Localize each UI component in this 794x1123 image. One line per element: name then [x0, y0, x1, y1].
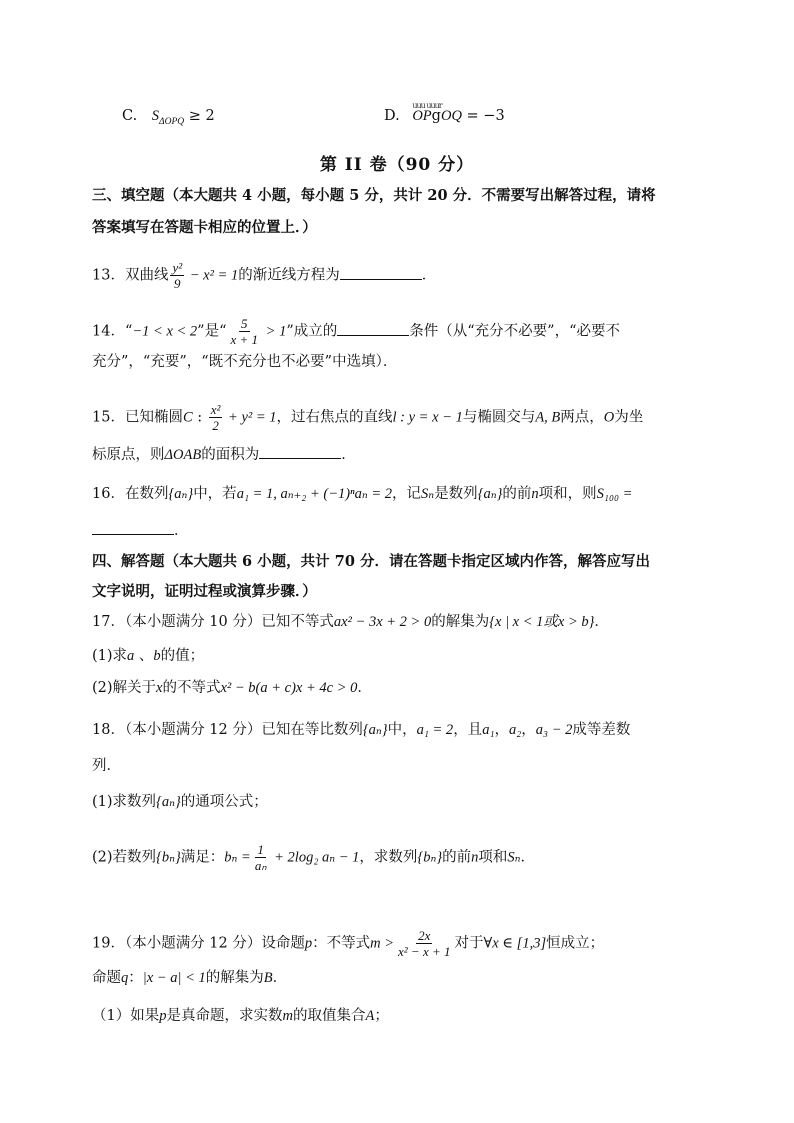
question-18: [92, 720, 630, 740]
question-19-part1: [92, 1006, 389, 1026]
q19-frac-den: x² − x + 1: [398, 944, 451, 959]
q14-fraction: [229, 316, 261, 347]
q18-a3: a₃ − 2: [535, 722, 573, 738]
q15-o: O: [603, 409, 615, 426]
q17-p1-end: 的值；: [160, 648, 205, 664]
option-d-expr2: OQ: [440, 108, 462, 124]
q17-set: {x | x < 1或x > b}: [489, 614, 595, 630]
q15-num: 15．已知椭圆: [92, 409, 183, 426]
q18-p1-seq: {aₙ}: [156, 794, 181, 810]
q15-colon: :: [192, 409, 207, 426]
question-15: [92, 402, 643, 433]
q19-p1-m: m: [282, 1008, 293, 1024]
q16-t4: 的前: [502, 486, 532, 502]
option-d-rest: = −3: [461, 108, 505, 124]
section3-text: 三、填空题（本大题共 4 小题，每小题 5 分，共计 20 分．不需要写出解答过程，请将: [92, 187, 656, 204]
question-16-cont: [92, 520, 189, 541]
q13-end: ．: [421, 267, 437, 284]
q14-frac-num: 5: [241, 316, 248, 331]
q14-cont: 充分”，“充要”，“既不充分也不必要”中选填）．: [92, 354, 398, 370]
option-d-expr: OP: [412, 108, 432, 124]
q17-p1-a: a: [127, 648, 135, 664]
q17-p1-sep: 、: [134, 648, 154, 664]
section4-cont-text: 文字说明，证明过程或演算步骤．）: [92, 583, 317, 600]
q18-t2: ，且: [453, 722, 483, 738]
question-13: [92, 260, 436, 291]
q18-p2-expr: + 2log₂ aₙ − 1: [270, 849, 360, 866]
q18-t3: 成等差数: [572, 722, 631, 738]
q19-abs: |x − a| < 1: [142, 970, 206, 986]
q15-t3: 两点，: [560, 409, 604, 426]
q18-p2-e: 项和: [478, 849, 508, 866]
q18-p2-b: 满足：: [180, 849, 225, 866]
q19-p1-end: ；: [374, 1008, 389, 1024]
section4-cont: [92, 582, 317, 602]
option-d: [384, 101, 505, 126]
q13-fraction: [170, 260, 184, 291]
q16-s100: S₁₀₀ =: [596, 486, 633, 502]
q18-p2-end: ．: [520, 849, 536, 866]
q16-t3: 是数列: [434, 486, 478, 502]
q15-end: ．: [341, 447, 356, 463]
q15-t1: ，过右焦点的直线: [276, 409, 393, 426]
question-18-cont: [92, 756, 121, 776]
q19-p1-b: 是真命题，求实数: [166, 1008, 283, 1024]
q18-p2-seq2: {bₙ}: [417, 849, 443, 866]
q15-frac-num: x²: [210, 402, 221, 417]
q19-m: m >: [370, 935, 395, 952]
q14-ineq2: > 1: [262, 323, 287, 340]
q18-frac-num: 1: [257, 842, 264, 857]
q16-t2: ，记: [392, 486, 422, 502]
q16-seq: {aₙ}: [168, 486, 194, 502]
q17-p2-end: ．: [357, 680, 372, 696]
q16-s: Sₙ: [421, 486, 435, 502]
question-16: [92, 484, 632, 504]
q16-n: n: [531, 486, 539, 502]
q16-t5: 项和，则: [538, 486, 597, 502]
q17-p2-x: x: [156, 680, 163, 696]
q19-q-end: ．: [272, 970, 288, 986]
q17-p2: (2)解关于: [92, 680, 157, 696]
q19-t3: 恒成立；: [546, 935, 605, 952]
q15-t2: 与椭圆交与: [462, 409, 536, 426]
q18-sn: Sₙ: [507, 849, 521, 866]
q14-ineq: −1 < x < 2: [132, 323, 198, 340]
q18-p1-b: 的通项公式；: [180, 794, 268, 810]
option-c-expr: S: [151, 108, 160, 124]
q16-blank[interactable]: [92, 520, 174, 535]
q17-num: 17．（本小题满分 10 分）已知不等式: [92, 614, 334, 630]
q14-num: 14．“: [92, 323, 133, 340]
section3-cont-text: 答案填写在答题卡相应的位置上．）: [92, 219, 317, 236]
q15-fraction: [209, 402, 223, 433]
q19-p1: （1）如果: [92, 1008, 160, 1024]
q15-frac-den: 2: [212, 418, 219, 433]
section4-text: 四、解答题（本大题共 6 小题，共计 70 分．请在答题卡指定区域内作答，解答应写出: [92, 553, 650, 570]
q18-p2-seq: {bₙ}: [156, 849, 181, 866]
option-c-sub: ΔOPQ: [159, 116, 185, 127]
q17-ineq: ax² − 3x + 2 > 0: [333, 614, 432, 630]
q19-num: 19．（本小题满分 12 分）设命题: [92, 935, 305, 952]
q15-l: l : y = x − 1: [392, 409, 463, 426]
q17-p1-b: b: [153, 648, 161, 664]
q18-a1: a₁ = 2: [416, 722, 454, 738]
question-17-part2: [92, 678, 372, 698]
q18-t1: 中，: [387, 722, 417, 738]
question-17-part1: [92, 646, 204, 666]
option-c-label: C.: [122, 108, 138, 124]
q19-q-b: ：: [128, 970, 143, 986]
q19-a: A: [365, 1008, 375, 1024]
q19-frac-num: 2x: [418, 928, 431, 943]
q19-p1-p: p: [159, 1008, 167, 1024]
part2-title: 第 II 卷（90 分）: [319, 155, 475, 175]
q19-q-a: 命题: [92, 970, 121, 986]
q18-cont: 列．: [92, 758, 121, 774]
q14-frac-den: x + 1: [230, 332, 259, 347]
q18-a2: a₂: [508, 722, 522, 738]
q17-p1: (1)求: [92, 648, 128, 664]
option-c-rest: ≥ 2: [184, 108, 215, 124]
q16-cond: a₁ = 1, aₙ₊₂ + (−1)ⁿaₙ = 2: [236, 486, 393, 502]
q18-a1b: a₁: [482, 722, 495, 738]
q19-q-c: 的解集为: [205, 970, 264, 986]
question-14: [92, 316, 620, 347]
q13-frac-num: y²: [172, 260, 183, 275]
question-14-cont: [92, 352, 397, 372]
q17-p2-ineq: x² − b(a + c)x + 4c > 0: [220, 680, 358, 696]
q13-expr: − x² = 1: [186, 267, 239, 284]
q15-cont-a: 标原点，则: [92, 447, 165, 463]
q18-fraction: [253, 842, 269, 873]
question-15-cont: [92, 444, 356, 465]
option-c: [122, 106, 215, 132]
q14-blank[interactable]: [337, 321, 409, 336]
section4-head: [92, 552, 650, 572]
q19-p1-c: 的取值集合: [292, 1008, 366, 1024]
q18-c1: ，: [494, 722, 509, 738]
option-d-label: D.: [384, 108, 400, 124]
q18-p2-c: ，求数列: [359, 849, 418, 866]
q14-t3: 条件（从“充分不必要”，“必要不: [409, 323, 621, 340]
q18-p2: (2)若数列: [92, 849, 157, 866]
q18-seq: {aₙ}: [362, 722, 388, 738]
q18-p2-d: 的前: [442, 849, 472, 866]
q18-c2: ，: [521, 722, 536, 738]
q19-fraction: [396, 928, 452, 959]
q14-t1: ”是“: [197, 323, 227, 340]
question-18-part2: [92, 842, 535, 873]
q19-p: p: [304, 935, 313, 952]
q17-end: ．: [594, 614, 609, 630]
option-d-overmark: uuu uuur: [412, 101, 442, 110]
q14-t2: ”成立的: [286, 323, 338, 340]
q19-t2: 对于: [454, 935, 484, 952]
question-19-q: [92, 968, 287, 988]
question-18-part1: [92, 792, 268, 812]
q19-q: q: [121, 970, 129, 986]
q13-frac-den: 9: [174, 276, 181, 291]
section3-cont: [92, 218, 317, 238]
q13-blank[interactable]: [340, 265, 422, 280]
q16-t1: 中，若: [193, 486, 237, 502]
q13-num: 13．双曲线: [92, 267, 169, 284]
q13-text: 的渐近线方程为: [238, 267, 340, 284]
q16-seq2: {aₙ}: [477, 486, 503, 502]
q17-p2-b: 的不等式: [162, 680, 221, 696]
q15-cont-b: 的面积为: [201, 447, 260, 463]
q19-forall: ∀x ∈ [1,3]: [483, 935, 547, 952]
q18-frac-den: aₙ: [254, 858, 267, 873]
q15-c: C: [182, 409, 193, 426]
q15-t4: 为坐: [614, 409, 644, 426]
q19-b: B: [263, 970, 273, 986]
q18-num: 18．（本小题满分 12 分）已知在等比数列: [92, 722, 363, 738]
q18-bn: bₙ =: [224, 849, 251, 866]
q16-end: ．: [174, 523, 189, 539]
q19-t1: ：不等式: [312, 935, 371, 952]
q15-expr: + y² = 1: [224, 409, 277, 426]
q16-num: 16．在数列: [92, 486, 169, 502]
question-17: [92, 612, 609, 632]
q17-t1: 的解集为: [431, 614, 490, 630]
option-d-mid: g: [431, 108, 441, 124]
q18-p1: (1)求数列: [92, 794, 157, 810]
q15-blank[interactable]: [259, 444, 341, 459]
section3-head: [92, 186, 656, 206]
question-19: [92, 928, 604, 959]
q15-tri: ΔOAB: [164, 447, 202, 463]
q18-n: n: [471, 849, 479, 866]
q15-ab: A, B: [535, 409, 561, 426]
